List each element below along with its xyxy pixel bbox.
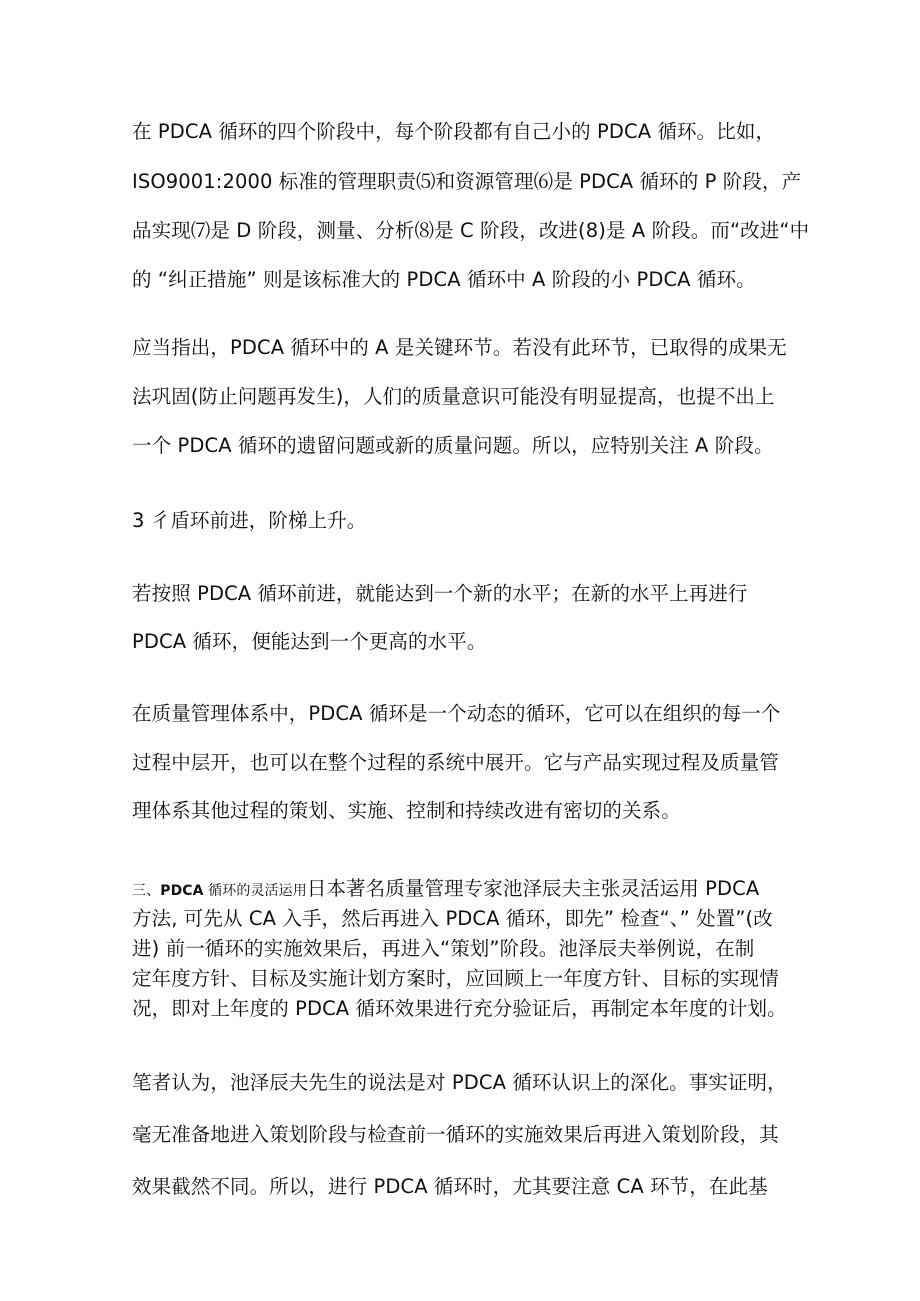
paragraph-1-line-1: 在 PDCA 循环的四个阶段中，每个阶段都有自己小的 PDCA 循环。比如， [132,120,776,143]
paragraph-2-line-3: 一个 PDCA 循环的遗留问题或新的质量问题。所以，应特别关注 A 阶段。 [132,434,774,457]
paragraph-7-line-1: 笔者认为，池泽辰夫先生的说法是对 PDCA 循环认识上的深化。事实证明， [132,1071,787,1094]
paragraph-1-line-4: 的 “纠正措施” 则是该标准大的 PDCA 循环中 A 阶段的小 PDCA 循环。 [132,268,756,291]
section-heading-prefix: 三、 [132,883,161,899]
paragraph-6-line-4: 定年度方针、目标及实施计划方案时，应回顾上一年度方针、目标的实现情 [132,967,779,990]
paragraph-4-line-1: 若按照 PDCA 循环前进，就能达到一个新的水平；在新的水平上再进行 [132,582,748,605]
section-heading [132,883,307,899]
paragraph-6-line-1 [132,877,759,903]
paragraph-7-line-2: 毫无准备地进入策划阶段与检查前一循环的实施效果后再进入策划阶段，其 [132,1123,779,1146]
paragraph-7-line-3: 效果截然不同。所以，进行 PDCA 循环时，尤其要注意 CA 环节，在此基 [132,1175,768,1198]
section-heading-rest: 循环的灵活运用 [203,883,307,899]
paragraph-4-line-2: PDCA 循环，便能达到一个更高的水平。 [132,630,487,653]
paragraph-5-line-3: 理体系其他过程的策划、实施、控制和持续改进有密切的关系。 [132,799,681,822]
paragraph-1-line-2: ISO9001:2000 标准的管理职责⑸和资源管理⑹是 PDCA 循环的 P 阶段，产 [132,170,802,193]
paragraph-1-line-3: 品实现⑺是 D 阶段，测量、分析⑻是 C 阶段，改进(8)是 A 阶段。而“改进“中 [132,219,810,242]
paragraph-6-line-2: 方法, 可先从 CA 入手，然后再进入 PDCA 循环，即先” 检查“、” 处置”(改 [132,907,773,930]
section-heading-bold: PDCA [160,883,204,899]
paragraph-5-line-1: 在质量管理体系中，PDCA 循环是一个动态的循环，它可以在组织的每一个 [132,702,781,725]
paragraph-3-line-1: 3 彳盾环前进，阶梯上升。 [132,509,367,532]
paragraph-6-line-3: 进) 前一循环的实施效果后，再进入“策划”阶段。池泽辰夫举例说，在制 [132,937,755,960]
paragraph-6-line-5: 况，即对上年度的 PDCA 循环效果进行充分验证后，再制定本年度的计划。 [132,997,787,1020]
paragraph-6-line-1-tail: 日本著名质量管理专家池泽辰夫主张灵活运用 PDCA [306,877,760,900]
paragraph-2-line-2: 法巩固(防止问题再发生)，人们的质量意识可能没有明显提高，也提不出上 [132,385,775,408]
paragraph-5-line-2: 过程中层开，也可以在整个过程的系统中展开。它与产品实现过程及质量管 [132,751,779,774]
paragraph-2-line-1: 应当指出，PDCA 循环中的 A 是关键环节。若没有此环节，已取得的成果无 [132,336,787,359]
